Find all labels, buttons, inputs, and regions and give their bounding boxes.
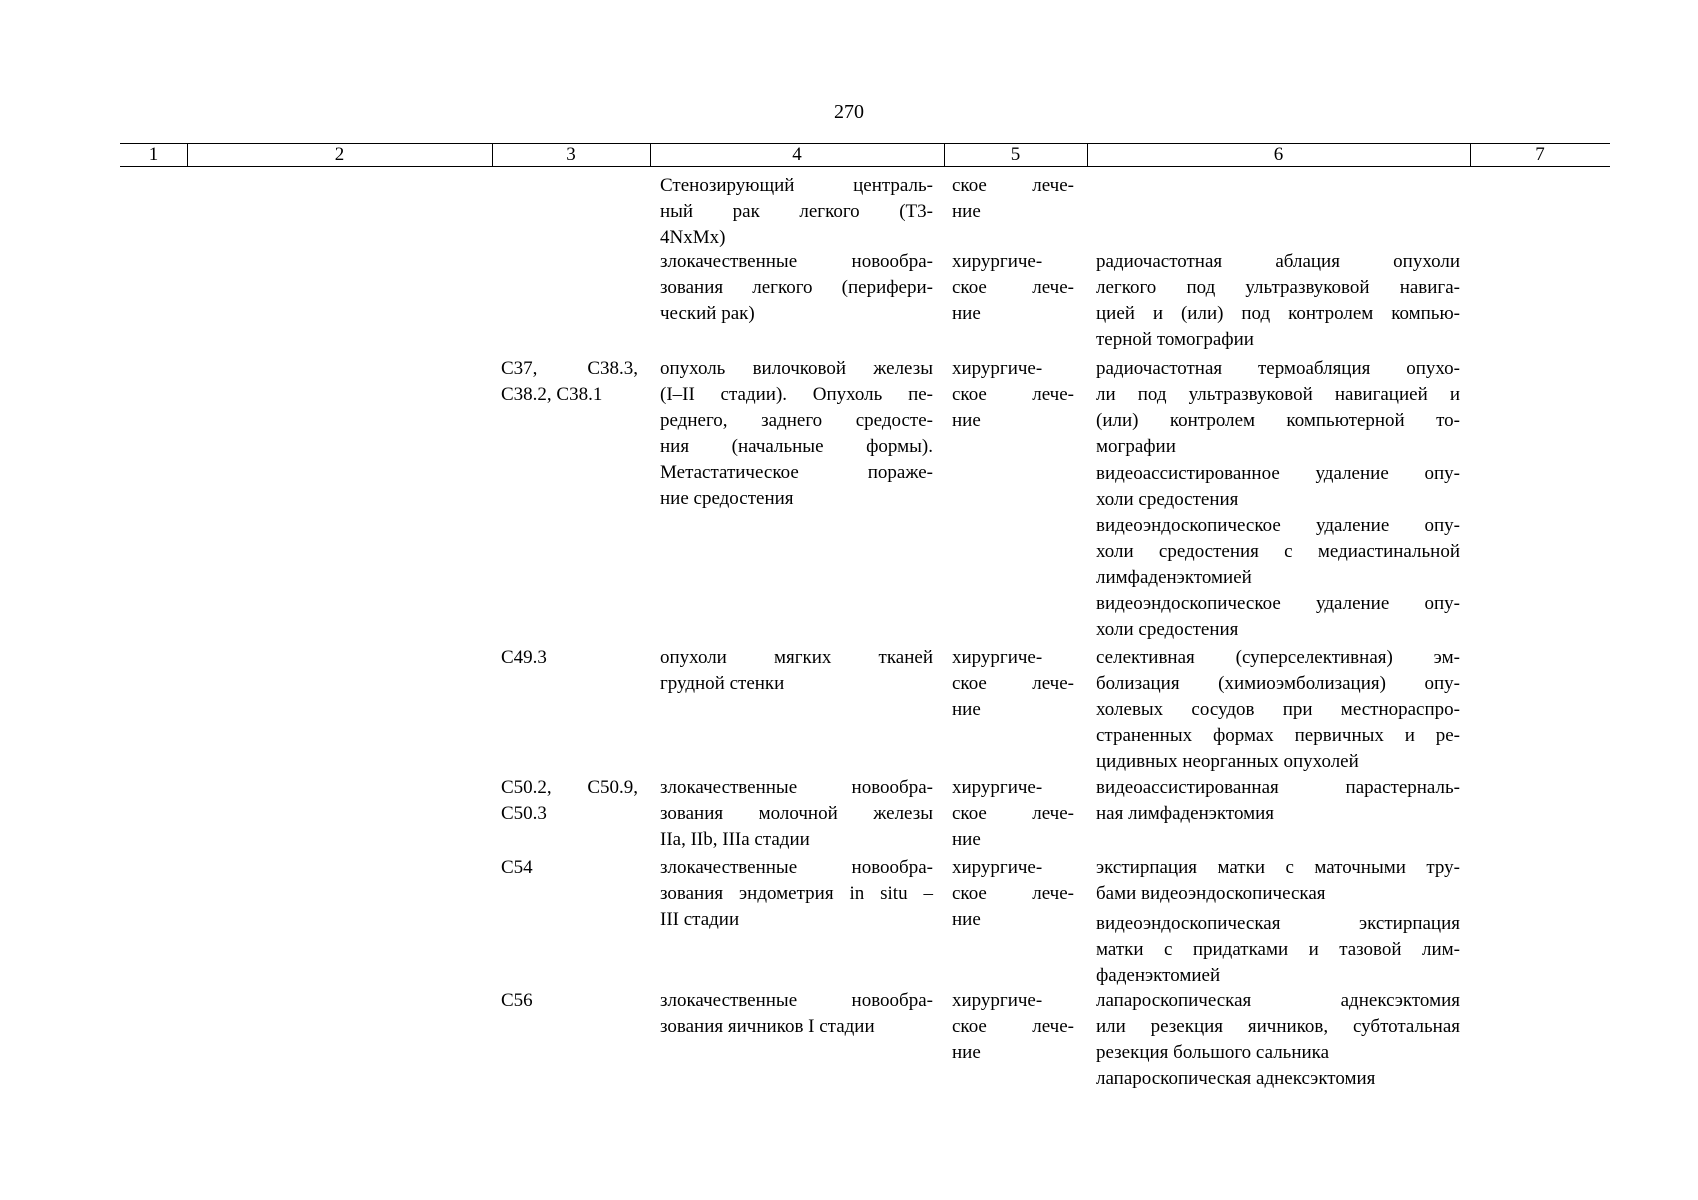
header-col-1: 1	[148, 144, 159, 165]
treatment-line: ние	[952, 909, 981, 930]
methods-line: радиочастотная термоабляция опухо-	[1096, 358, 1460, 379]
treatment-line: ское лече-	[952, 883, 1074, 904]
methods-line: видеоэндоскопическая экстирпация	[1096, 913, 1460, 934]
code-line: С38.2, С38.1	[501, 384, 603, 405]
treatment-line: ское лече-	[952, 384, 1074, 405]
diagnosis-cell	[660, 855, 933, 933]
methods-line: мографии	[1096, 436, 1176, 457]
treatment-line: ние	[952, 201, 981, 222]
methods-line: холи средостения с медиастинальной	[1096, 541, 1460, 562]
treatment-cell	[952, 173, 1074, 225]
diagnosis-line: III стадии	[660, 909, 740, 930]
methods-cell	[1096, 249, 1460, 353]
diagnosis-line: Метастатическое пораже-	[660, 462, 933, 483]
diagnosis-line: опухоли мягких тканей	[660, 647, 933, 668]
diagnosis-line: опухоль вилочковой железы	[660, 358, 933, 379]
code-line: С37, С38.3,	[501, 358, 638, 379]
methods-line: страненных формах первичных и ре-	[1096, 725, 1460, 746]
methods-line: бами видеоэндоскопическая	[1096, 883, 1326, 904]
methods-line: видеоассистированное удаление опу-	[1096, 463, 1460, 484]
treatment-line: ское лече-	[952, 175, 1074, 196]
table-header	[120, 143, 1610, 167]
methods-cell	[1096, 855, 1460, 907]
code-line: С56	[501, 990, 533, 1011]
treatment-cell	[952, 356, 1074, 434]
diagnosis-line: реднего, заднего средосте-	[660, 410, 933, 431]
code-cell	[501, 988, 638, 1014]
diagnosis-line: зования эндометрия in situ –	[660, 883, 933, 904]
diagnosis-cell	[660, 356, 933, 512]
treatment-line: ние	[952, 829, 981, 850]
methods-line: резекция большого сальника	[1096, 1042, 1330, 1063]
code-cell	[501, 775, 638, 827]
methods-line: видеоассистированная парастерналь-	[1096, 777, 1460, 798]
treatment-line: ское лече-	[952, 803, 1074, 824]
methods-line: лапароскопическая аднексэктомия	[1096, 1068, 1376, 1089]
diagnosis-line: ния (начальные формы).	[660, 436, 933, 457]
methods-line: терной томографии	[1096, 329, 1254, 350]
page-number: 270	[834, 101, 864, 123]
code-line: С50.2, С50.9,	[501, 777, 638, 798]
methods-line: лимфаденэктомией	[1096, 567, 1252, 588]
diagnosis-line: зования молочной железы	[660, 803, 933, 824]
header-col-7: 7	[1535, 144, 1545, 165]
methods-line: фаденэктомией	[1096, 965, 1221, 986]
methods-line: холи средостения	[1096, 619, 1239, 640]
diagnosis-line: ние средостения	[660, 488, 794, 509]
diagnosis-line: ческий рак)	[660, 303, 755, 324]
methods-cell	[1096, 356, 1460, 460]
diagnosis-cell	[660, 775, 933, 853]
treatment-line: хирургиче-	[952, 857, 1043, 878]
treatment-line: ское лече-	[952, 673, 1074, 694]
diagnosis-line: ный рак легкого (Т3-	[660, 201, 933, 222]
diagnosis-line: (I–II стадии). Опухоль пе-	[660, 384, 933, 405]
methods-cell	[1096, 645, 1460, 775]
diagnosis-line: 4NxMx)	[660, 227, 726, 248]
diagnosis-line: грудной стенки	[660, 673, 785, 694]
diagnosis-line: злокачественные новообра-	[660, 990, 933, 1011]
treatment-line: ское лече-	[952, 1016, 1074, 1037]
treatment-cell	[952, 645, 1074, 723]
diagnosis-line: злокачественные новообра-	[660, 777, 933, 798]
diagnosis-line: зования легкого (перифери-	[660, 277, 933, 298]
methods-line: матки с придатками и тазовой лим-	[1096, 939, 1460, 960]
methods-cell	[1096, 911, 1460, 989]
methods-line: (или) контролем компьютерной то-	[1096, 410, 1460, 431]
treatment-line: ние	[952, 410, 981, 431]
methods-line: видеоэндоскопическое удаление опу-	[1096, 593, 1460, 614]
treatment-line: хирургиче-	[952, 358, 1043, 379]
treatment-line: хирургиче-	[952, 777, 1043, 798]
treatment-line: хирургиче-	[952, 990, 1043, 1011]
treatment-cell	[952, 775, 1074, 853]
diagnosis-cell	[660, 249, 933, 327]
treatment-cell	[952, 855, 1074, 933]
diagnosis-line: IIa, IIb, IIIa стадии	[660, 829, 810, 850]
methods-line: видеоэндоскопическое удаление опу-	[1096, 515, 1460, 536]
methods-line: легкого под ультразвуковой навига-	[1096, 277, 1460, 298]
methods-line: холевых сосудов при местнораспро-	[1096, 699, 1460, 720]
treatment-line: ние	[952, 1042, 981, 1063]
diagnosis-cell	[660, 173, 933, 251]
treatment-line: ние	[952, 303, 981, 324]
methods-line: селективная (суперселективная) эм-	[1096, 647, 1460, 668]
methods-cell	[1096, 775, 1460, 827]
methods-line: или резекция яичников, субтотальная	[1096, 1016, 1460, 1037]
methods-cell	[1096, 461, 1460, 513]
methods-line: цией и (или) под контролем компью-	[1096, 303, 1460, 324]
diagnosis-cell	[660, 645, 933, 697]
header-col-6: 6	[1273, 144, 1284, 165]
code-cell	[501, 356, 638, 408]
code-cell	[501, 855, 638, 881]
methods-cell	[1096, 513, 1460, 591]
code-line: С49.3	[501, 647, 547, 668]
header-col-2: 2	[334, 144, 345, 165]
treatment-cell	[952, 249, 1074, 327]
code-line: С54	[501, 857, 533, 878]
methods-cell	[1096, 1066, 1460, 1092]
methods-cell	[1096, 591, 1460, 643]
diagnosis-cell	[660, 988, 933, 1040]
diagnosis-line: злокачественные новообра-	[660, 857, 933, 878]
treatment-line: ние	[952, 699, 981, 720]
methods-line: цидивных неорганных опухолей	[1096, 751, 1359, 772]
header-col-5: 5	[1010, 144, 1021, 165]
methods-cell	[1096, 988, 1460, 1066]
header-col-3: 3	[566, 144, 576, 165]
treatment-cell	[952, 988, 1074, 1066]
treatment-line: ское лече-	[952, 277, 1074, 298]
diagnosis-line: злокачественные новообра-	[660, 251, 933, 272]
methods-line: радиочастотная аблация опухоли	[1096, 251, 1460, 272]
code-cell	[501, 645, 638, 671]
methods-line: холи средостения	[1096, 489, 1239, 510]
diagnosis-line: Стенозирующий централь-	[660, 175, 933, 196]
diagnosis-line: зования яичников I стадии	[660, 1016, 875, 1037]
methods-line: лапароскопическая аднексэктомия	[1096, 990, 1460, 1011]
code-line: С50.3	[501, 803, 547, 824]
methods-line: экстирпация матки с маточными тру-	[1096, 857, 1460, 878]
methods-line: ная лимфаденэктомия	[1096, 803, 1275, 824]
header-col-4: 4	[792, 144, 802, 165]
methods-line: болизация (химиоэмболизация) опу-	[1096, 673, 1460, 694]
treatment-line: хирургиче-	[952, 647, 1043, 668]
treatment-line: хирургиче-	[952, 251, 1043, 272]
methods-line: ли под ультразвуковой навигацией и	[1096, 384, 1460, 405]
